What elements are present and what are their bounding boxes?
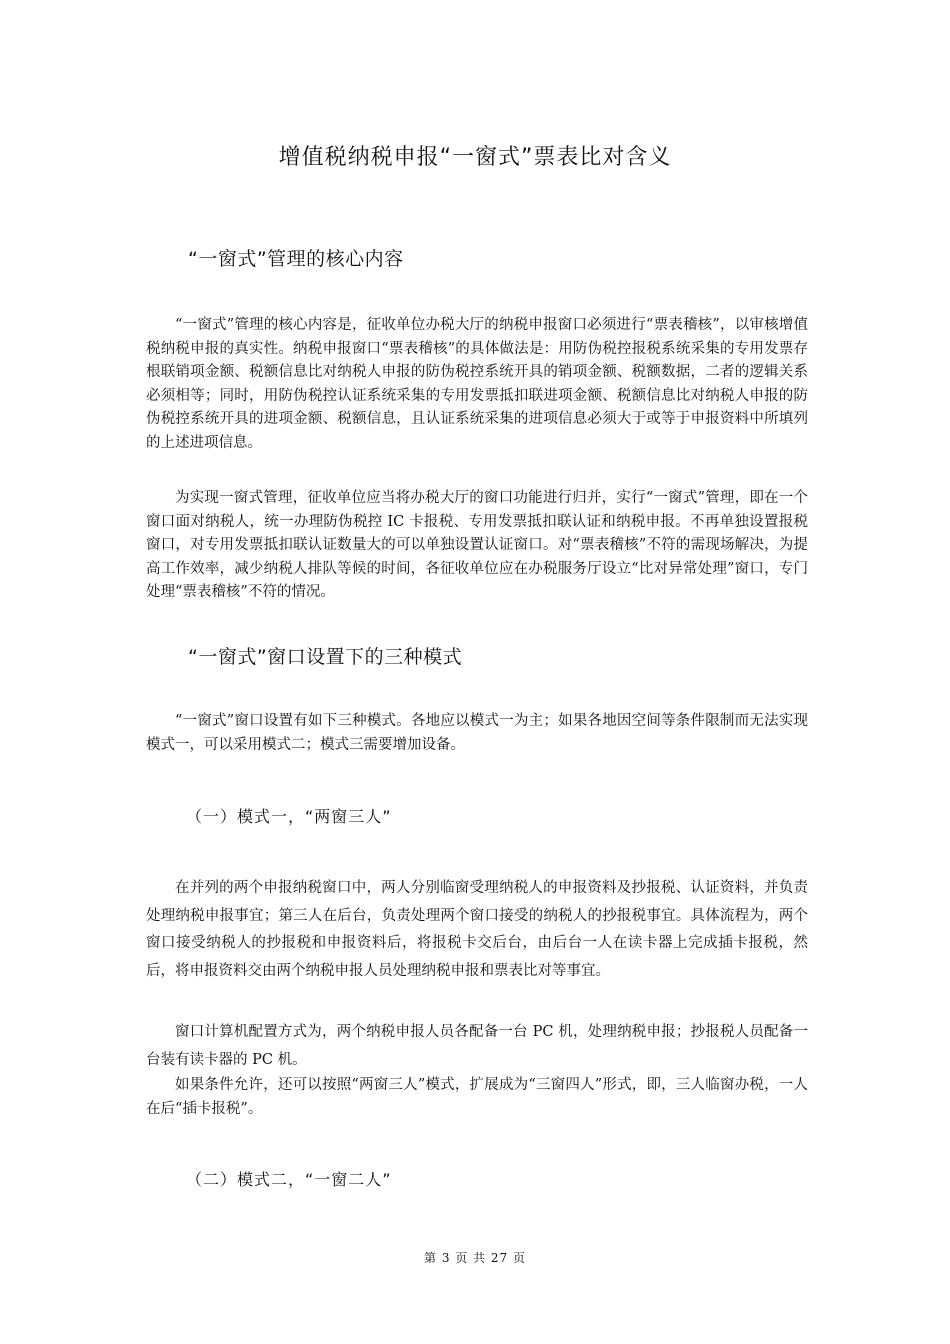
page-title: 增值税纳税申报“一窗式”票表比对含义: [278, 145, 672, 170]
paragraph-core-2: 为实现一窗式管理，征收单位应当将办税大厅的窗口功能进行归并，实行“一窗式”管理，即在一个窗口面对纳税人，统一办理防伪税控 IC 卡报税、专用发票抵扣联认证和纳税申报。不再单独设置报税窗口，对专用发票抵扣联认证数量大的可以单独设置认证窗口。对“票表稽核”不符的需现场解决，为提高工作效率，减少纳税人排队等候的时间，各征收单位应在办税服务厅设立“比对异常处理”窗口，专门处理“票表稽核”不符的情况。: [146, 490, 808, 600]
paragraph-modes-intro: “一窗式”窗口设置有如下三种模式。各地应以模式一为主；如果各地因空间等条件限制而无法实现模式一，可以采用模式二；模式三需要增加设备。: [146, 713, 808, 753]
section-heading-modes: “一窗式”窗口设置下的三种模式: [188, 646, 463, 668]
paragraph-mode1-1: 在并列的两个申报纳税窗口中，两人分别临窗受理纳税人的申报资料及抄报税、认证资料，并负责处理纳税申报事宜；第三人在后台，负责处理两个窗口接受的纳税人的抄报税事宜。具体流程为，两个窗口接受纳税人的抄报税和申报资料后，将报税卡交后台，由后台一人在读卡器上完成插卡报税，然后，将申报资料交由两个纳税申报人员处理纳税申报和票表比对等事宜。: [146, 880, 808, 979]
paragraph-mode1-3: 如果条件允许，还可以按照“两窗三人”模式，扩展成为“三窗四人”形式，即，三人临窗办税，一人在后“插卡报税”。: [146, 1077, 808, 1117]
subheading-mode-1: （一）模式一，“两窗三人”: [186, 807, 392, 826]
paragraph-core-1: “一窗式”管理的核心内容是，征收单位办税大厅的纳税申报窗口必须进行“票表稽核”，以审核增值税纳税申报的真实性。纳税申报窗口“票表稽核”的具体做法是：用防伪税控报税系统采集的专用发票存根联销项金额、税额信息比对纳税人申报的防伪税控系统开具的销项金额、税额数据，二者的逻辑关系必须相等；同时，用防伪税控认证系统采集的专用发票抵扣联进项金额、税额信息比对纳税人申报的防伪税控系统开具的进项金额、税额信息，且认证系统采集的进项信息必须大于或等于申报资料中所填列的上述进项信息。: [146, 317, 808, 451]
subheading-mode-2: （二）模式二，“一窗二人”: [186, 1170, 392, 1189]
page-footer: 第 3 页 共 27 页: [424, 1251, 526, 1265]
paragraph-mode1-2: 窗口计算机配置方式为，两个纳税申报人员各配备一台 PC 机，处理纳税申报；抄报税人员配备一台装有读卡器的 PC 机。: [146, 1024, 808, 1068]
section-heading-core: “一窗式”管理的核心内容: [188, 248, 404, 270]
